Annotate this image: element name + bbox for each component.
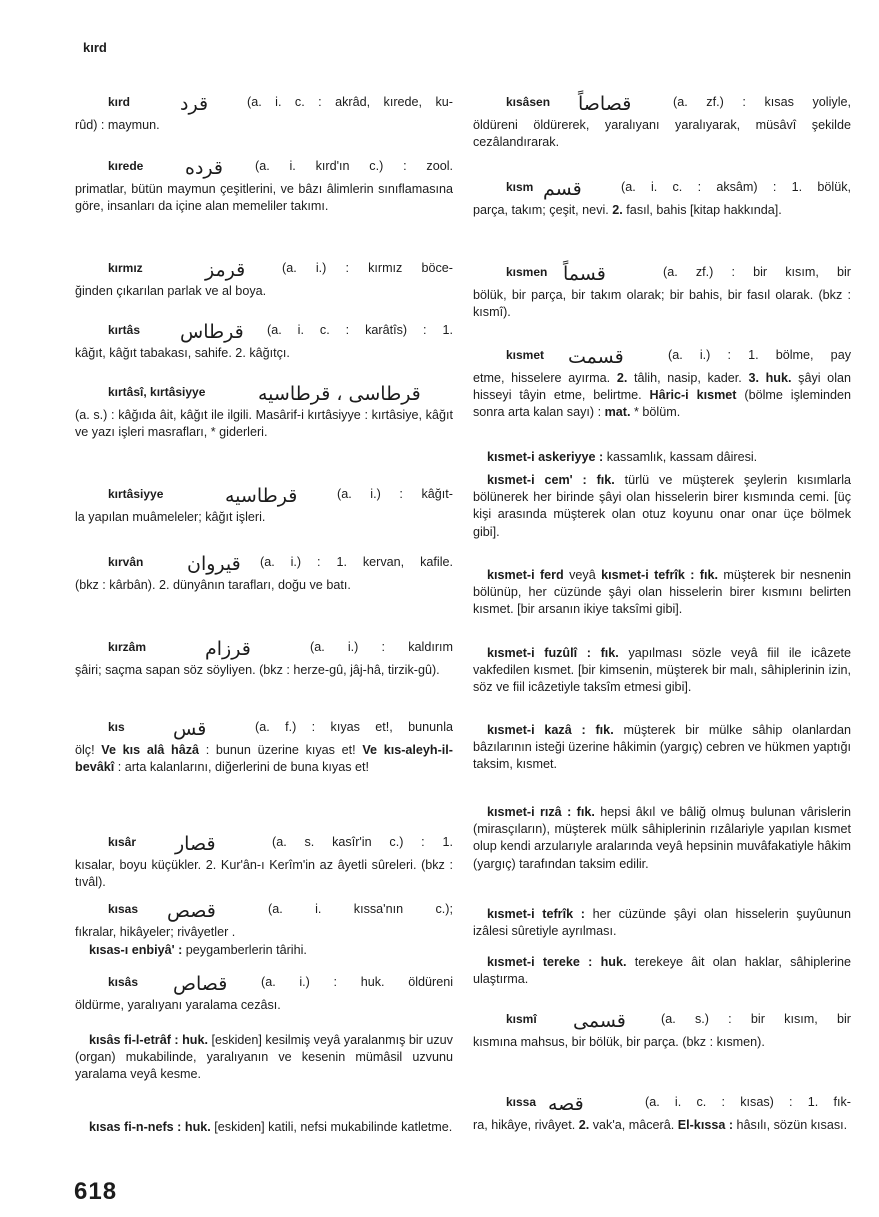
arabic-spelling: قسم [543, 178, 582, 200]
dictionary-entry-kismi [473, 1009, 851, 1051]
dictionary-entry-kissa [473, 1092, 851, 1134]
headword: kırd [108, 94, 131, 109]
dictionary-entry-kisas [75, 899, 453, 941]
grammar-note: (a. i.) : kâğıt- [337, 486, 453, 501]
dictionary-entry-kisas2 [75, 972, 453, 1014]
dictionary-entry-kirtas [75, 320, 453, 362]
dictionary-entry-kisas-fin-nefs: kısas fi-n-nefs : huk. [eskiden] katili, nefsi mukabilinde katletme. [89, 1120, 453, 1134]
definition: kısmına mahsus, bir bölük, bir parça. (bkz : kısmen). [473, 1035, 765, 1049]
definition: primatlar, bütün maymun çeşitlerini, ve bâzı âlimlerin sınıflamasına göre, insanları da içine alan memeliler takımı. [75, 182, 453, 214]
grammar-note: (a. i.) : kırmız böce- [282, 260, 453, 275]
arabic-spelling: قرطاس [180, 321, 244, 343]
definition: (a. s.) : kâğıda âit, kâğıt ile ilgili. Masârif-i kırtâsiyye : kırtâsiye, kâğıt ve yazı işleri masrafları, * giderleri. [75, 408, 453, 440]
dictionary-entry-kismet-i-tefrik: kısmet-i tefrîk : her cüzünde şâyi olan hisselerin şuyûunun izâlesi sûretiyle ayrılması. [473, 907, 851, 939]
dictionary-entry-kisas-i-enbiya: kısas-ı enbiyâ' : peygamberlerin târihi. [89, 943, 307, 957]
page-header: kırd [83, 40, 107, 55]
definition: fıkralar, hikâyeler; rivâyetler . [75, 925, 236, 939]
dictionary-entry-kis [75, 717, 453, 776]
headword: kısâsen [506, 94, 551, 109]
definition: ğinden çıkarılan parlak ve al boya. [75, 284, 267, 298]
headword: kırtâsiyye [108, 486, 164, 501]
arabic-spelling: قسمى [573, 1010, 626, 1032]
definition: parça, takım; çeşit, nevi. 2. fasıl, bahis [kitap hakkında]. [473, 203, 782, 217]
definition: kısalar, boyu küçükler. 2. Kur'ân-ı Kerîm'in az âyetli sûreleri. (bkz : tıvâl). [75, 858, 453, 890]
definition: ölç! Ve kıs alâ hâzâ : bunun üzerine kıyas et! Ve kıs-aleyh-il-bevâkî : arta kalanlarını, diğerlerini de buna kıyas et! [75, 743, 454, 775]
dictionary-entry-kismet-i-cem: kısmet-i cem' : fık. türlü ve müşterek şeylerin kısımlarla bölünerek her birinde şâyi olan hisselerin birer kısmında cemi. [üç kişi arasında müşterek olan otuz koyunu onar onar üçe bölmek gibi]. [473, 473, 851, 539]
arabic-spelling: قسماً [563, 263, 606, 285]
dictionary-entry-kirzam [75, 637, 453, 679]
arabic-spelling: قصار [175, 833, 216, 855]
headword: kısm [506, 179, 534, 194]
dictionary-entry-kirmiz [75, 258, 453, 300]
definition: ra, hikâye, rivâyet. 2. vak'a, mâcerâ. El-kıssa : hâsılı, sözün kısası. [473, 1118, 848, 1132]
dictionary-entry-kirvan [75, 552, 453, 594]
grammar-note: (a. i.) : 1. kervan, kafile. [260, 554, 453, 569]
headword: kısas [108, 901, 139, 916]
grammar-note: (a. s. kasîr'in c.) : 1. [272, 834, 453, 849]
arabic-spelling: قرمز [205, 259, 246, 281]
grammar-note: (a. zf.) : kısas yoliyle, [673, 94, 851, 109]
arabic-spelling: قرطاسى ، قرطاسيه [258, 383, 421, 405]
headword: kırtâs [108, 322, 141, 337]
headword: kırede [108, 158, 144, 173]
arabic-spelling: قردﻩ [185, 157, 223, 179]
definition: şâiri; saçma sapan söz söyliyen. (bkz : herze-gû, jâj-hâ, tirzik-gû). [75, 663, 440, 677]
dictionary-entry-kismet-i-tereke: kısmet-i tereke : huk. terekeye âit olan haklar, sâhiplerine ulaştırma. [473, 955, 852, 987]
grammar-note: (a. f.) : kıyas et!, bununla [255, 719, 453, 734]
arabic-spelling: قصص [167, 900, 216, 922]
headword: kısmî [506, 1011, 537, 1026]
arabic-spelling: قصاص [173, 973, 228, 995]
headword: kıssa [506, 1094, 537, 1109]
dictionary-entry-kisas-fil-etraf: kısâs fi-l-etrâf : huk. [eskiden] kesilmiş veyâ yaralanmış bir uzuv (organ) mukabilinde, yaralıyanın ve kesenin mümâsil uzvunu yaralama veyâ kesme. [75, 1033, 453, 1082]
grammar-note: (a. zf.) : bir kısım, bir [663, 264, 851, 279]
headword: kısâr [108, 834, 137, 849]
arabic-spelling: قصاصاً [578, 93, 632, 115]
grammar-note: (a. i. c. : kısas) : 1. fık- [645, 1094, 851, 1109]
arabic-spelling: قرزام [205, 638, 251, 660]
headword: kısâs [108, 974, 139, 989]
arabic-spelling: قرطاسيه [225, 485, 298, 507]
headword: kısmet [506, 347, 545, 362]
arabic-spelling: قس [173, 718, 207, 740]
headword: kırvân [108, 554, 144, 569]
dictionary-entry-kism [473, 177, 851, 219]
definition: la yapılan muâmeleler; kâğıt işleri. [75, 510, 266, 524]
grammar-note: (a. i.) : 1. bölme, pay [668, 347, 851, 362]
dictionary-entry-kismet-i-fuzuli: kısmet-i fuzûlî : fık. yapılması sözle veyâ fiil ile icâzete vakfedilen kısmet. [bir kimsenin, müşterek bir malı, sâhiplerinin izin, söz ve fiil icâzetiyle taksîm etmesi gibi]. [473, 646, 851, 695]
dictionary-entry-kismet-i-riza: kısmet-i rızâ : fık. hepsi âkıl ve bâliğ olmuş bulunan vârislerin (mirasçıların), müşterek mülk sâhiplerinin rızâlariyle yapılan kısmet olup kendi arzularıyle aralarında veyâ hepsinin muvâfakatiyle hâkim (yargıç) tarafından taksim edilir. [473, 805, 851, 871]
arabic-spelling: قيروان [187, 553, 241, 575]
dictionary-entry-kismet-i-kaza: kısmet-i kazâ : fık. müşterek bir mülke sâhip olanlardan bâzılarının isteği üzerine hâkimin (yargıç) cebren ve hükmen yaptığı taksim, kısmet. [473, 723, 851, 772]
arabic-spelling: قصه [548, 1093, 584, 1115]
headword: kıs [108, 719, 125, 734]
dictionary-entry-kismet [473, 345, 851, 422]
dictionary-entry-kismen [473, 262, 851, 321]
dictionary-entry-kisasen [473, 92, 851, 151]
grammar-note: (a. i. c. : karâtîs) : 1. [267, 322, 453, 337]
headword: kırmız [108, 260, 143, 275]
page-number: 618 [74, 1178, 118, 1205]
grammar-note: (a. i.) : huk. öldüreni [261, 974, 453, 989]
definition: bölük, bir parça, bir takım olarak; bir bahis, bir fasıl olarak. (bkz : kısmî). [473, 288, 851, 320]
headword: kırtâsî, kırtâsiyye [108, 384, 206, 399]
grammar-note: (a. i.) : kaldırım [310, 639, 453, 654]
definition: (bkz : kârbân). 2. dünyânın tarafları, doğu ve batı. [75, 578, 351, 592]
dictionary-entry-kird [75, 92, 453, 134]
definition: etme, hisselere ayırma. 2. tâlih, nasip, kader. 3. huk. şâyi olan hisseyi tâyin etme, belirtme. Hâric-i kısmet (bölme işleminden sonra arta kalan sayı) : mat. * bölüm. [473, 371, 851, 420]
arabic-spelling: قسمت [568, 346, 624, 368]
arabic-spelling: قرد [180, 93, 209, 115]
dictionary-entry-kirede [75, 156, 453, 215]
grammar-note: (a. i. c. : aksâm) : 1. bölük, [621, 179, 851, 194]
dictionary-entry-kismet-i-askeriyye: kısmet-i askeriyye : kassamlık, kassam dâiresi. [487, 450, 758, 464]
definition: rûd) : maymun. [75, 118, 160, 132]
grammar-note: (a. s.) : bir kısım, bir [661, 1011, 851, 1026]
grammar-note: (a. i. c. : akrâd, kırede, ku- [247, 94, 453, 109]
definition: öldürme, yaralıyanı yaralama cezâsı. [75, 998, 281, 1012]
grammar-note: (a. i. kırd'ın c.) : zool. [255, 158, 453, 173]
dictionary-entry-kisar [75, 832, 453, 891]
dictionary-entry-kirtasi [75, 382, 453, 441]
definition: öldüreni öldürerek, yaralıyanı yaralıyarak, müsâvî şekilde cezâlandırarak. [473, 118, 851, 150]
headword: kırzâm [108, 639, 147, 654]
grammar-note: (a. i. kıssa'nın c.); [268, 901, 453, 916]
definition: kâğıt, kâğıt tabakası, sahife. 2. kâğıtçı. [75, 346, 290, 360]
dictionary-entry-kismet-i-ferd: kısmet-i ferd veyâ kısmet-i tefrîk : fık. müşterek bir nesnenin bölünüp, her cüzünde şâyi olan hisselerin birer kısmını belirten kısmet. [bir arsanın ikiye taksîmi gibi]. [473, 568, 852, 617]
headword: kısmen [506, 264, 548, 279]
dictionary-entry-kirtasiyye [75, 484, 453, 526]
